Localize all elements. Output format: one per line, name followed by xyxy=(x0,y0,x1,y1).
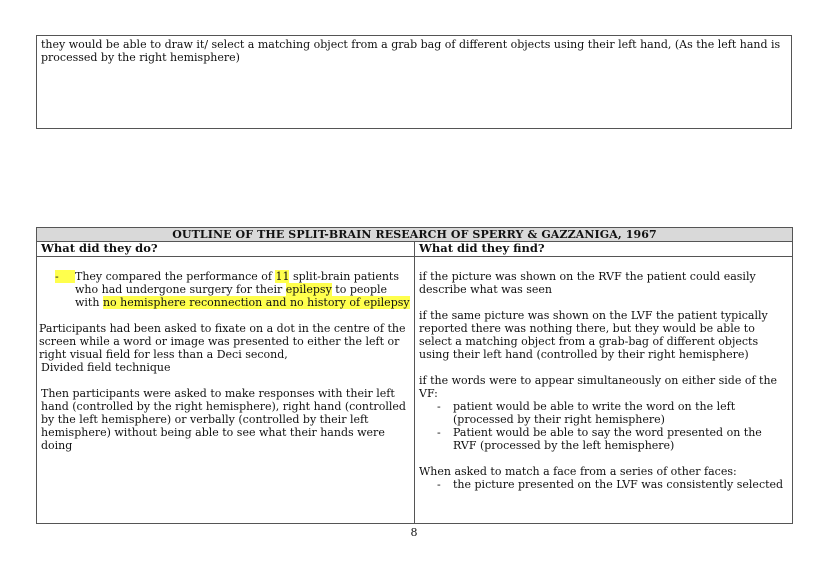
list-item xyxy=(419,400,788,426)
table-title: OUTLINE OF THE SPLIT-BRAIN RESEARCH OF SPERRY & GAZZANIGA, 1967 xyxy=(37,228,793,242)
sub-item-text: Patient would be able to say the word presented on the RVF (processed by the left hemisphere) xyxy=(453,426,762,452)
sub-item-text: the picture presented on the LVF was consistently selected xyxy=(453,478,784,491)
highlight-epilepsy: epilepsy xyxy=(285,283,332,296)
highlight-count: 11 xyxy=(275,270,290,283)
sub-marker: - xyxy=(437,478,441,491)
right-column-header: What did they find? xyxy=(415,242,793,257)
procedure-paragraph: Participants had been asked to fixate on a dot in the centre of the screen while a word or image was presented to either the left or right visual field for less than a Deci second, xyxy=(39,322,406,361)
outline-table xyxy=(36,227,793,524)
previous-answer-text: they would be able to draw it/ select a matching object from a grab bag of different objects using their left hand, (As the left hand is processed by the right hemisphere) xyxy=(41,38,781,64)
response-paragraph: Then participants were asked to make responses with their left hand (controlled by the right hemisphere), right hand (controlled by the left hemisphere) or verbally (controlled by their left hemisphere) without being able to see what their hands were doing xyxy=(41,387,406,452)
bullet-text: They compared the performance of xyxy=(75,270,276,283)
finding-simultaneous: if the words were to appear simultaneously on either side of the VF: xyxy=(419,374,778,400)
sub-item-text: patient would be able to write the word on the left (processed by their right hemisphere) xyxy=(453,400,736,426)
bullet-text: split-brain patients who had undergone surgery for their xyxy=(75,270,399,296)
technique-label: Divided field technique xyxy=(41,361,171,374)
bullet-text: to people with xyxy=(75,283,388,309)
previous-answer-box xyxy=(36,35,792,129)
finding-faces: When asked to match a face from a series of other faces: xyxy=(419,465,737,478)
findings-cell xyxy=(415,257,793,524)
procedure-cell xyxy=(37,257,415,524)
sub-marker: - xyxy=(437,400,441,413)
sub-marker: - xyxy=(437,426,441,439)
list-item xyxy=(419,426,788,452)
highlight-control: no hemisphere reconnection and no history of epilepsy xyxy=(102,296,410,309)
page-number: 8 xyxy=(410,526,418,539)
finding-lvf: if the same picture was shown on the LVF the patient typically reported there was nothing there, but they would be able to select a matching object from a grab-bag of different objects using their left hand (controlled by their right hemisphere) xyxy=(419,309,768,361)
list-item xyxy=(419,478,788,491)
bullet-marker: - xyxy=(55,270,75,283)
left-column-header: What did they do? xyxy=(37,242,415,257)
finding-rvf: if the picture was shown on the RVF the patient could easily describe what was seen xyxy=(419,270,756,296)
list-item xyxy=(41,270,410,309)
